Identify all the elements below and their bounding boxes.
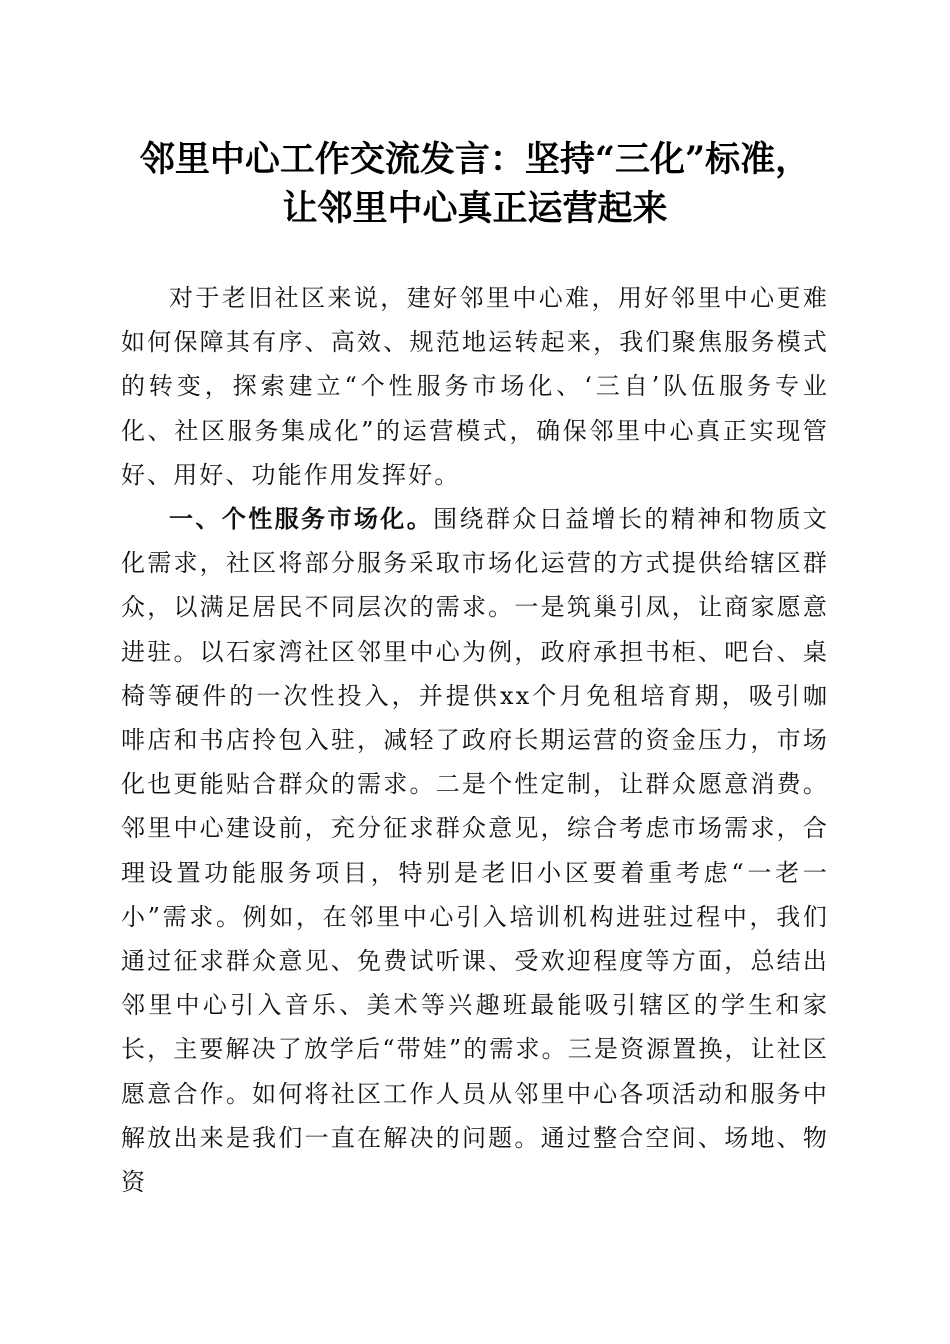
intro-paragraph <box>121 276 829 497</box>
paragraph-text: 对于老旧社区来说，建好邻里中心难，用好邻里中心更难如何保障其有序、高效、规范地运转起来，我们聚焦服务模式的转变，探索建立“个性服务市场化、‘三自’队伍服务专业化、社区服务集成化”的运营模式，确保邻里中心真正实现管好、用好、功能作用发挥好。 <box>121 284 829 489</box>
section-1-paragraph <box>121 497 829 1204</box>
document-title-line-1: 邻里中心工作交流发言：坚持“三化”标准， <box>139 139 811 180</box>
section-heading: 一、个性服务市场化。 <box>169 505 434 534</box>
document-body <box>121 276 829 1204</box>
paragraph-text: 围绕群众日益增长的精神和物质文化需求，社区将部分服务采取市场化运营的方式提供给辖区群众，以满足居民不同层次的需求。一是筑巢引凤，让商家愿意进驻。以石家湾社区邻里中心为例，政府承担书柜、吧台、桌椅等硬件的一次性投入，并提供xx个月免租培育期，吸引咖啡店和书店拎包入驻，减轻了政府长期运营的资金压力，市场化也更能贴合群众的需求。二是个性定制，让群众愿意消费。邻里中心建设前，充分征求群众意见，综合考虑市场需求，合理设置功能服务项目，特别是老旧小区要着重考虑“一老一小”需求。例如，在邻里中心引入培训机构进驻过程中，我们通过征求群众意见、免费试听课、受欢迎程度等方面，总结出邻里中心引入音乐、美术等兴趣班最能吸引辖区的学生和家长，主要解决了放学后“带娃”的需求。三是资源置换，让社区愿意合作。如何将社区工作人员从邻里中心各项活动和服务中解放出来是我们一直在解决的问题。通过整合空间、场地、物资 <box>121 505 829 1197</box>
document-title-line-2: 让邻里中心真正运营起来 <box>282 188 668 229</box>
